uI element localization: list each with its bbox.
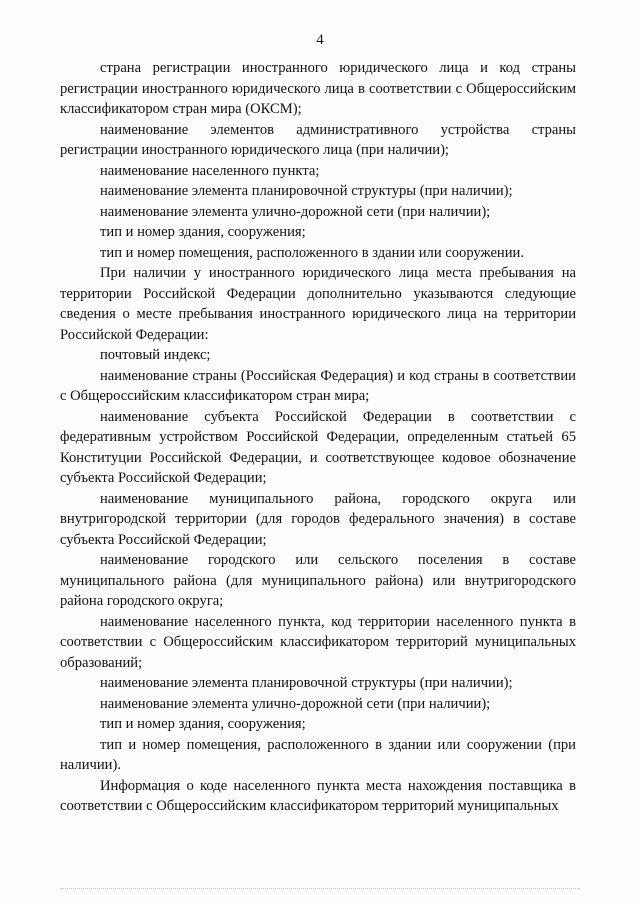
paragraph-settlement-name: наименование населенного пункта; bbox=[100, 162, 320, 179]
page-number: 4 bbox=[316, 32, 324, 48]
paragraph-street-network: наименование элемента улично-дорожной сети (при наличии); bbox=[100, 203, 491, 220]
paragraph-foreign-registration-country: страна регистрации иностранного юридического лица и код страны регистрации иностранного юридического лица в соответствии с Общероссийским классификатором стран мира (ОКСМ); bbox=[60, 60, 576, 117]
paragraph-country-name-code: наименование страны (Российская Федерация) и код страны в соответствии с Общероссийским классификатором стран мира; bbox=[60, 367, 576, 404]
paragraph-postal-index: почтовый индекс; bbox=[100, 347, 211, 363]
paragraph-urban-rural-settlement: наименование городского или сельского поселения в составе муниципального района (для муниципального района) или внутригородского района городского округа; bbox=[60, 552, 576, 609]
paragraph-administrative-division: наименование элементов административного устройства страны регистрации иностранного юридического лица (при наличии); bbox=[60, 121, 576, 158]
paragraph-premises-type-number-ru: тип и номер помещения, расположенного в здании или сооружении (при наличии). bbox=[60, 736, 576, 773]
paragraph-stay-in-russia-intro: При наличии у иностранного юридического лица места пребывания на территории Российской Федерации дополнительно указываются следующие сведения о месте пребывания иностранного юридического лица на территории Российской Федерации: bbox=[60, 265, 576, 343]
paragraph-federal-subject: наименование субъекта Российской Федерации в соответствии с федеративным устройством Российской Федерации, определенным статьей 65 Конституции Российской Федерации, и соответствующее кодовое обозначение субъекта Российской Федерации; bbox=[60, 408, 576, 486]
paragraph-building-type-number: тип и номер здания, сооружения; bbox=[100, 224, 306, 240]
paragraph-municipal-district: наименование муниципального района, городского округа или внутригородской территории (для городов федерального значения) в составе субъекта Российской Федерации; bbox=[60, 490, 576, 548]
paragraph-planning-structure-ru: наименование элемента планировочной структуры (при наличии); bbox=[100, 675, 513, 691]
paragraph-supplier-settlement-code: Информация о коде населенного пункта места нахождения поставщика в соответствии с Общероссийским классификатором территорий муниципальных bbox=[60, 777, 576, 814]
scan-bottom-edge bbox=[60, 888, 580, 889]
paragraph-planning-structure: наименование элемента планировочной структуры (при наличии); bbox=[100, 183, 513, 199]
paragraph-street-network-ru: наименование элемента улично-дорожной сети (при наличии); bbox=[100, 695, 491, 712]
paragraph-building-type-number-ru: тип и номер здания, сооружения; bbox=[100, 716, 306, 732]
paragraph-premises-type-number: тип и номер помещения, расположенного в здании или сооружении. bbox=[100, 244, 525, 261]
paragraph-settlement-code: наименование населенного пункта, код территории населенного пункта в соответствии с Общероссийским классификатором территорий муниципальных образований; bbox=[60, 613, 576, 671]
document-body bbox=[60, 58, 576, 817]
